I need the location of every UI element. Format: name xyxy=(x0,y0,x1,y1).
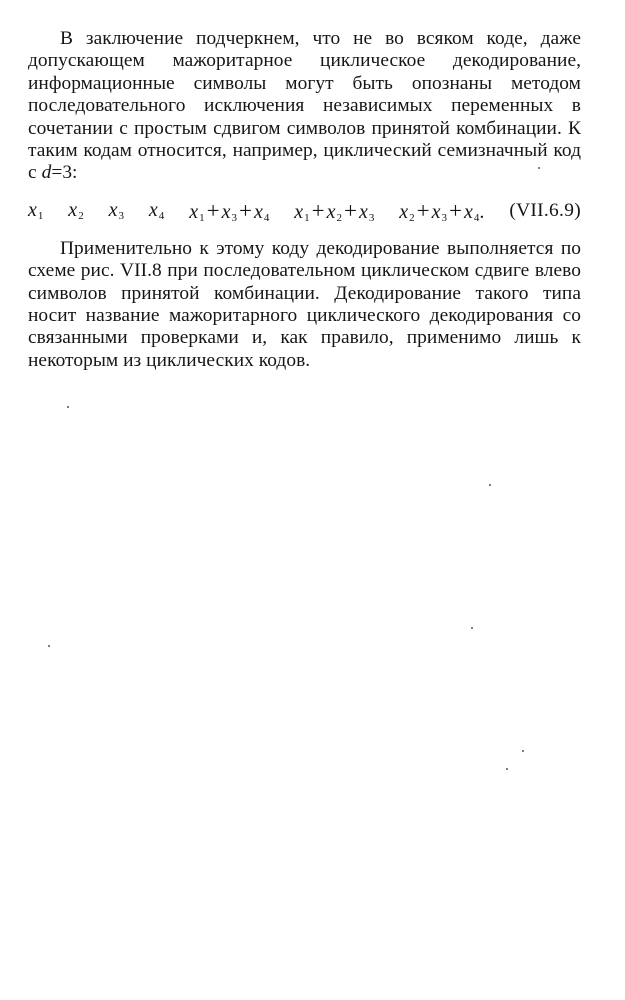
variable-subscript: 3 xyxy=(368,211,375,224)
page-body xyxy=(28,28,581,372)
variable-subscript: 3 xyxy=(118,210,124,223)
formula-term xyxy=(399,198,484,224)
formula-term xyxy=(28,199,43,222)
variable-subscript: 2 xyxy=(336,211,342,224)
distance-variable: d xyxy=(41,162,52,184)
paragraph-decoding-text: Применительно к этому коду декодирование выполняется по схеме рис. VII.8 при последовательном циклическом сдвиге влево символов принятой комбинации. Декодирование такого типа носит название мажоритарного циклического декодирования со связанными проверками и, как правило, применимо лишь к некоторым из циклических кодов. xyxy=(28,237,581,371)
variable-x: x xyxy=(148,199,158,222)
variable-x: x xyxy=(399,200,409,223)
plus-operator: + xyxy=(416,197,430,223)
variable-subscript: 4 xyxy=(473,211,480,224)
formula-term xyxy=(189,198,269,224)
formula-term xyxy=(294,198,374,224)
scan-speck xyxy=(538,167,540,169)
variable-subscript: 2 xyxy=(409,211,415,224)
plus-operator: + xyxy=(206,197,220,223)
formula-term xyxy=(68,199,83,222)
variable-subscript: 1 xyxy=(199,211,205,224)
variable-subscript: 2 xyxy=(78,210,84,223)
paragraph-intro xyxy=(28,28,581,185)
variable-subscript: 1 xyxy=(37,210,44,223)
formula-term xyxy=(109,199,124,222)
variable-x: x xyxy=(221,200,231,223)
distance-value: =3: xyxy=(51,162,78,184)
scan-speck xyxy=(67,406,69,408)
scan-speck xyxy=(522,750,524,752)
variable-x: x xyxy=(326,200,336,223)
scan-speck xyxy=(489,484,491,486)
variable-subscript: 3 xyxy=(231,211,237,224)
variable-x: x xyxy=(431,200,441,223)
paragraph-decoding xyxy=(28,238,581,372)
variable-subscript: 4 xyxy=(158,210,165,223)
variable-x: x xyxy=(189,200,199,223)
equation-number: (VII.6.9) xyxy=(509,199,581,221)
variable-x: x xyxy=(108,199,118,222)
equation-vii-6-9 xyxy=(28,197,581,225)
variable-x: x xyxy=(294,200,304,223)
scan-speck xyxy=(471,627,473,629)
variable-subscript: 1 xyxy=(304,211,310,224)
plus-operator: + xyxy=(238,197,252,223)
variable-x: x xyxy=(358,200,368,223)
variable-x: x xyxy=(253,200,263,223)
paragraph-intro-text: В заключение подчеркнем, что не во всяком коде, даже допускающем мажоритарное циклическое декодирование, информационные символы могут быть опознаны методом последовательного исключения независимых переменных в сочетании с простым сдвигом символов принятой комбинации. К таким кодам относится, например, циклический семизначный код с xyxy=(28,28,581,184)
plus-operator: + xyxy=(311,197,325,223)
variable-x: x xyxy=(68,199,78,222)
scan-speck xyxy=(48,645,50,647)
plus-operator: + xyxy=(449,197,463,223)
variable-x: x xyxy=(464,200,473,223)
variable-subscript: 4 xyxy=(263,211,270,224)
scan-speck xyxy=(506,768,508,770)
plus-operator: + xyxy=(344,197,357,223)
formula-period: . xyxy=(479,200,485,223)
formula-term xyxy=(149,199,164,222)
variable-subscript: 3 xyxy=(441,211,448,224)
variable-x: x xyxy=(28,199,37,222)
